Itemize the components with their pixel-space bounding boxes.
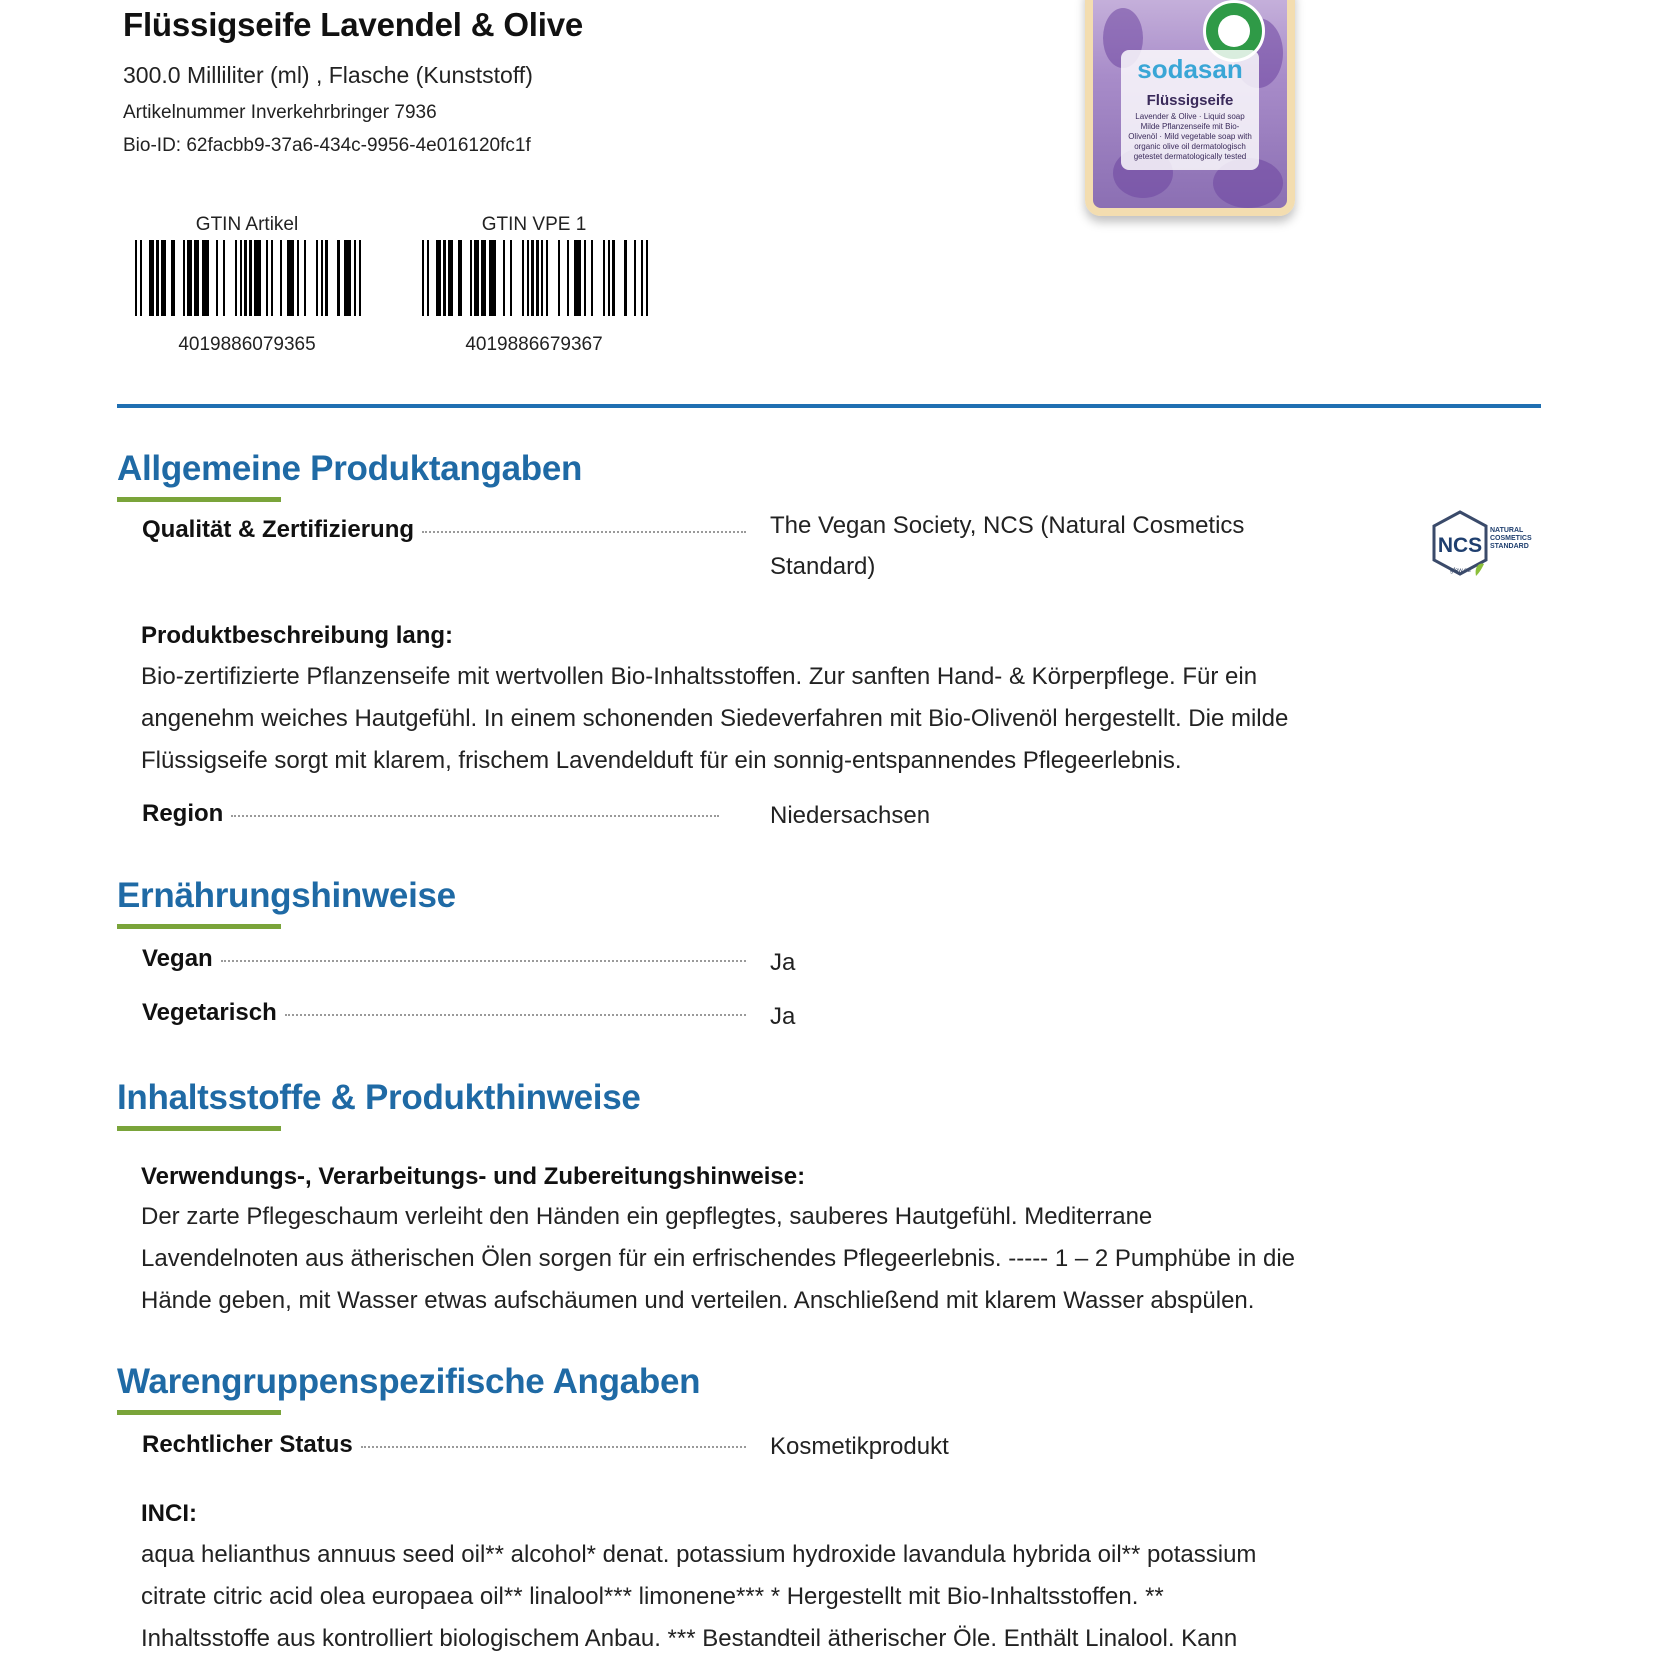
product-brand: sodasan: [1137, 54, 1243, 84]
usage-line: Lavendelnoten aus ätherischen Ölen sorgen für ein erfrischendes Pflegeerlebnis. ----- 1 – 2 Pumphübe in die: [141, 1245, 1296, 1272]
label-legal-status: [142, 1431, 746, 1459]
barcode-bar: [422, 240, 424, 316]
leader-dots: [361, 1445, 746, 1448]
ncs-url: gfew.eu: [1450, 568, 1471, 574]
barcode-bar: [489, 240, 496, 316]
section-heading-ingredients: Inhaltsstoffe & Produkthinweise: [117, 1078, 641, 1117]
label-vegan: [142, 945, 746, 973]
section-underline: [117, 1410, 281, 1415]
barcode-bar: [527, 240, 529, 316]
barcode-bar: [240, 240, 242, 316]
barcode-bar: [448, 240, 453, 316]
barcode-bar: [304, 240, 306, 316]
barcode-bar: [280, 240, 282, 316]
barcode-bar: [574, 240, 581, 316]
barcode-number-article: 4019886079365: [178, 334, 316, 355]
barcode-bar: [427, 240, 429, 316]
barcode-bar: [510, 240, 512, 316]
barcode-bar: [503, 240, 505, 316]
barcode-bar: [244, 240, 246, 316]
barcode-bar: [202, 240, 209, 316]
barcode-bar: [194, 240, 199, 316]
product-image-name: Flüssigseife: [1146, 92, 1234, 109]
barcode-bar: [612, 240, 614, 316]
description-line: Bio-zertifizierte Pflanzenseife mit wertvollen Bio-Inhaltsstoffen. Zur sanften Hand- & Körperpflege. Für ein: [141, 663, 1258, 690]
product-image-small-text: Lavender & Olive · Liquid soap Milde Pflanzenseife mit Bio-Olivenöl · Mild vegetable soap with organic olive oil dermatologisch getestet dermatologically tested: [1128, 112, 1252, 161]
inci-line: aqua helianthus annuus seed oil** alcohol* denat. potassium hydroxide lavandula hybrida oil** potassium: [141, 1541, 1257, 1568]
barcode-bar: [641, 240, 643, 316]
product-image: [1085, 0, 1295, 216]
barcode-label-vpe: GTIN VPE 1: [481, 214, 587, 235]
barcode-bar: [297, 240, 299, 316]
barcode-bar: [223, 240, 225, 316]
barcode-bar: [337, 240, 339, 316]
barcode-bar: [584, 240, 586, 316]
usage-heading: Verwendungs-, Verarbeitungs- und Zubereitungshinweise:: [141, 1163, 806, 1190]
barcode-bar: [443, 240, 445, 316]
barcode-bar: [325, 240, 327, 316]
section-heading-category: Warengruppenspezifische Angaben: [117, 1362, 701, 1401]
barcode-bar: [316, 240, 318, 316]
barcode-bar: [536, 240, 538, 316]
barcode-bar: [541, 240, 543, 316]
product-label: [1121, 50, 1259, 170]
barcode-bar: [271, 240, 273, 316]
barcode-bar: [546, 240, 548, 316]
barcode-bar: [266, 240, 268, 316]
inci-line: Inhaltsstoffe aus kontrolliert biologischem Anbau. *** Bestandteil ätherischer Öle. Enthält Linalool. Kann: [141, 1625, 1238, 1652]
svg-text:STANDARD: STANDARD: [1490, 543, 1529, 550]
value-quality-line1: The Vegan Society, NCS (Natural Cosmetics: [770, 512, 1245, 539]
label-quality-text: Qualität & Zertifizierung: [142, 516, 415, 543]
value-vegan: Ja: [770, 949, 796, 976]
description-heading: Produktbeschreibung lang:: [141, 622, 454, 649]
value-quality-line2: Standard): [770, 553, 876, 580]
barcode-bar: [216, 240, 218, 316]
header-divider: [117, 404, 1541, 408]
leader-dots: [231, 814, 719, 817]
barcode-article: [135, 240, 361, 316]
barcode-bar: [558, 240, 560, 316]
barcode-bar: [603, 240, 605, 316]
product-package: 300.0 Milliliter (ml) , Flasche (Kunststoff): [123, 62, 533, 88]
barcode-bar: [567, 240, 569, 316]
barcode-bar: [187, 240, 192, 316]
barcode-bar: [156, 240, 158, 316]
usage-line: Der zarte Pflegeschaum verleiht den Händen ein gepflegtes, sauberes Hautgefühl. Mediterrane: [141, 1203, 1153, 1230]
description-text: [141, 656, 1381, 782]
usage-line: Hände geben, mit Wasser etwas aufschäumen und verteilen. Anschließend mit klarem Wasser abspülen.: [141, 1287, 1255, 1314]
description-line: angenehm weiches Hautgefühl. In einem schonenden Siedeverfahren mit Bio-Olivenöl hergestellt. Die milde: [141, 705, 1289, 732]
barcode-label-article: GTIN Artikel: [195, 214, 299, 235]
ncs-logo-mark: NCS: [1437, 534, 1483, 557]
inci-heading: INCI:: [141, 1500, 197, 1527]
barcode-bar: [624, 240, 626, 316]
leader-dots: [285, 1013, 746, 1016]
svg-text:NATURAL: NATURAL: [1490, 527, 1524, 534]
barcode-bar: [608, 240, 610, 316]
label-quality: [142, 516, 746, 544]
leader-dots: [422, 530, 746, 533]
barcode-bar: [161, 240, 166, 316]
value-legal-status: Kosmetikprodukt: [770, 1433, 949, 1460]
leader-dots: [221, 959, 746, 962]
section-underline: [117, 1126, 281, 1131]
usage-text: [141, 1196, 1381, 1322]
section-heading-nutrition: Ernährungshinweise: [117, 876, 456, 915]
barcode-bar: [359, 240, 361, 316]
barcode-bar: [183, 240, 185, 316]
barcode-bar: [249, 240, 251, 316]
inci-line: citrate citric acid olea europaea oil** linalool*** limonene*** * Hergestellt mit Bio-Inhaltsstoffen. **: [141, 1583, 1164, 1610]
barcode-bar: [149, 240, 154, 316]
barcode-bar: [321, 240, 323, 316]
article-number: Artikelnummer Inverkehrbringer 7936: [123, 102, 437, 123]
barcode-bar: [135, 240, 137, 316]
barcode-bar: [458, 240, 463, 316]
barcode-bar: [254, 240, 261, 316]
barcode-bar: [235, 240, 237, 316]
barcode-bar: [531, 240, 533, 316]
barcode-bar: [354, 240, 356, 316]
bio-id: Bio-ID: 62facbb9-37a6-434c-9956-4e016120fc1f: [123, 135, 531, 156]
section-underline: [117, 497, 281, 502]
barcode-bar: [522, 240, 524, 316]
label-vegetarian: [142, 999, 746, 1027]
barcode-bar: [140, 240, 142, 316]
barcode-bar: [436, 240, 441, 316]
section-heading-general: Allgemeine Produktangaben: [117, 449, 583, 488]
label-vegan-text: Vegan: [142, 945, 213, 972]
label-region: [142, 800, 719, 828]
barcode-bar: [287, 240, 294, 316]
inci-text: [141, 1534, 1381, 1660]
label-legal-status-text: Rechtlicher Status: [142, 1431, 353, 1458]
value-vegetarian: Ja: [770, 1003, 796, 1030]
label-vegetarian-text: Vegetarisch: [142, 999, 277, 1026]
barcode-bar: [591, 240, 593, 316]
barcode-bar: [474, 240, 479, 316]
barcode-number-vpe: 4019886679367: [465, 334, 603, 355]
section-underline: [117, 924, 281, 929]
product-title: Flüssigseife Lavendel & Olive: [123, 6, 584, 43]
barcode-bar: [481, 240, 486, 316]
barcode-bar: [344, 240, 351, 316]
barcode-bar: [646, 240, 648, 316]
description-line: Flüssigseife sorgt mit klarem, frischem Lavendelduft für ein sonnig-entspannendes Pflegeerlebnis.: [141, 747, 1182, 774]
barcode-bar: [171, 240, 176, 316]
barcode-vpe: [422, 240, 648, 316]
ncs-logo: [1430, 510, 1534, 580]
barcode-bar: [470, 240, 472, 316]
barcode-bar: [634, 240, 636, 316]
value-region: Niedersachsen: [770, 802, 931, 829]
label-region-text: Region: [142, 800, 224, 827]
svg-text:COSMETICS: COSMETICS: [1490, 535, 1532, 542]
